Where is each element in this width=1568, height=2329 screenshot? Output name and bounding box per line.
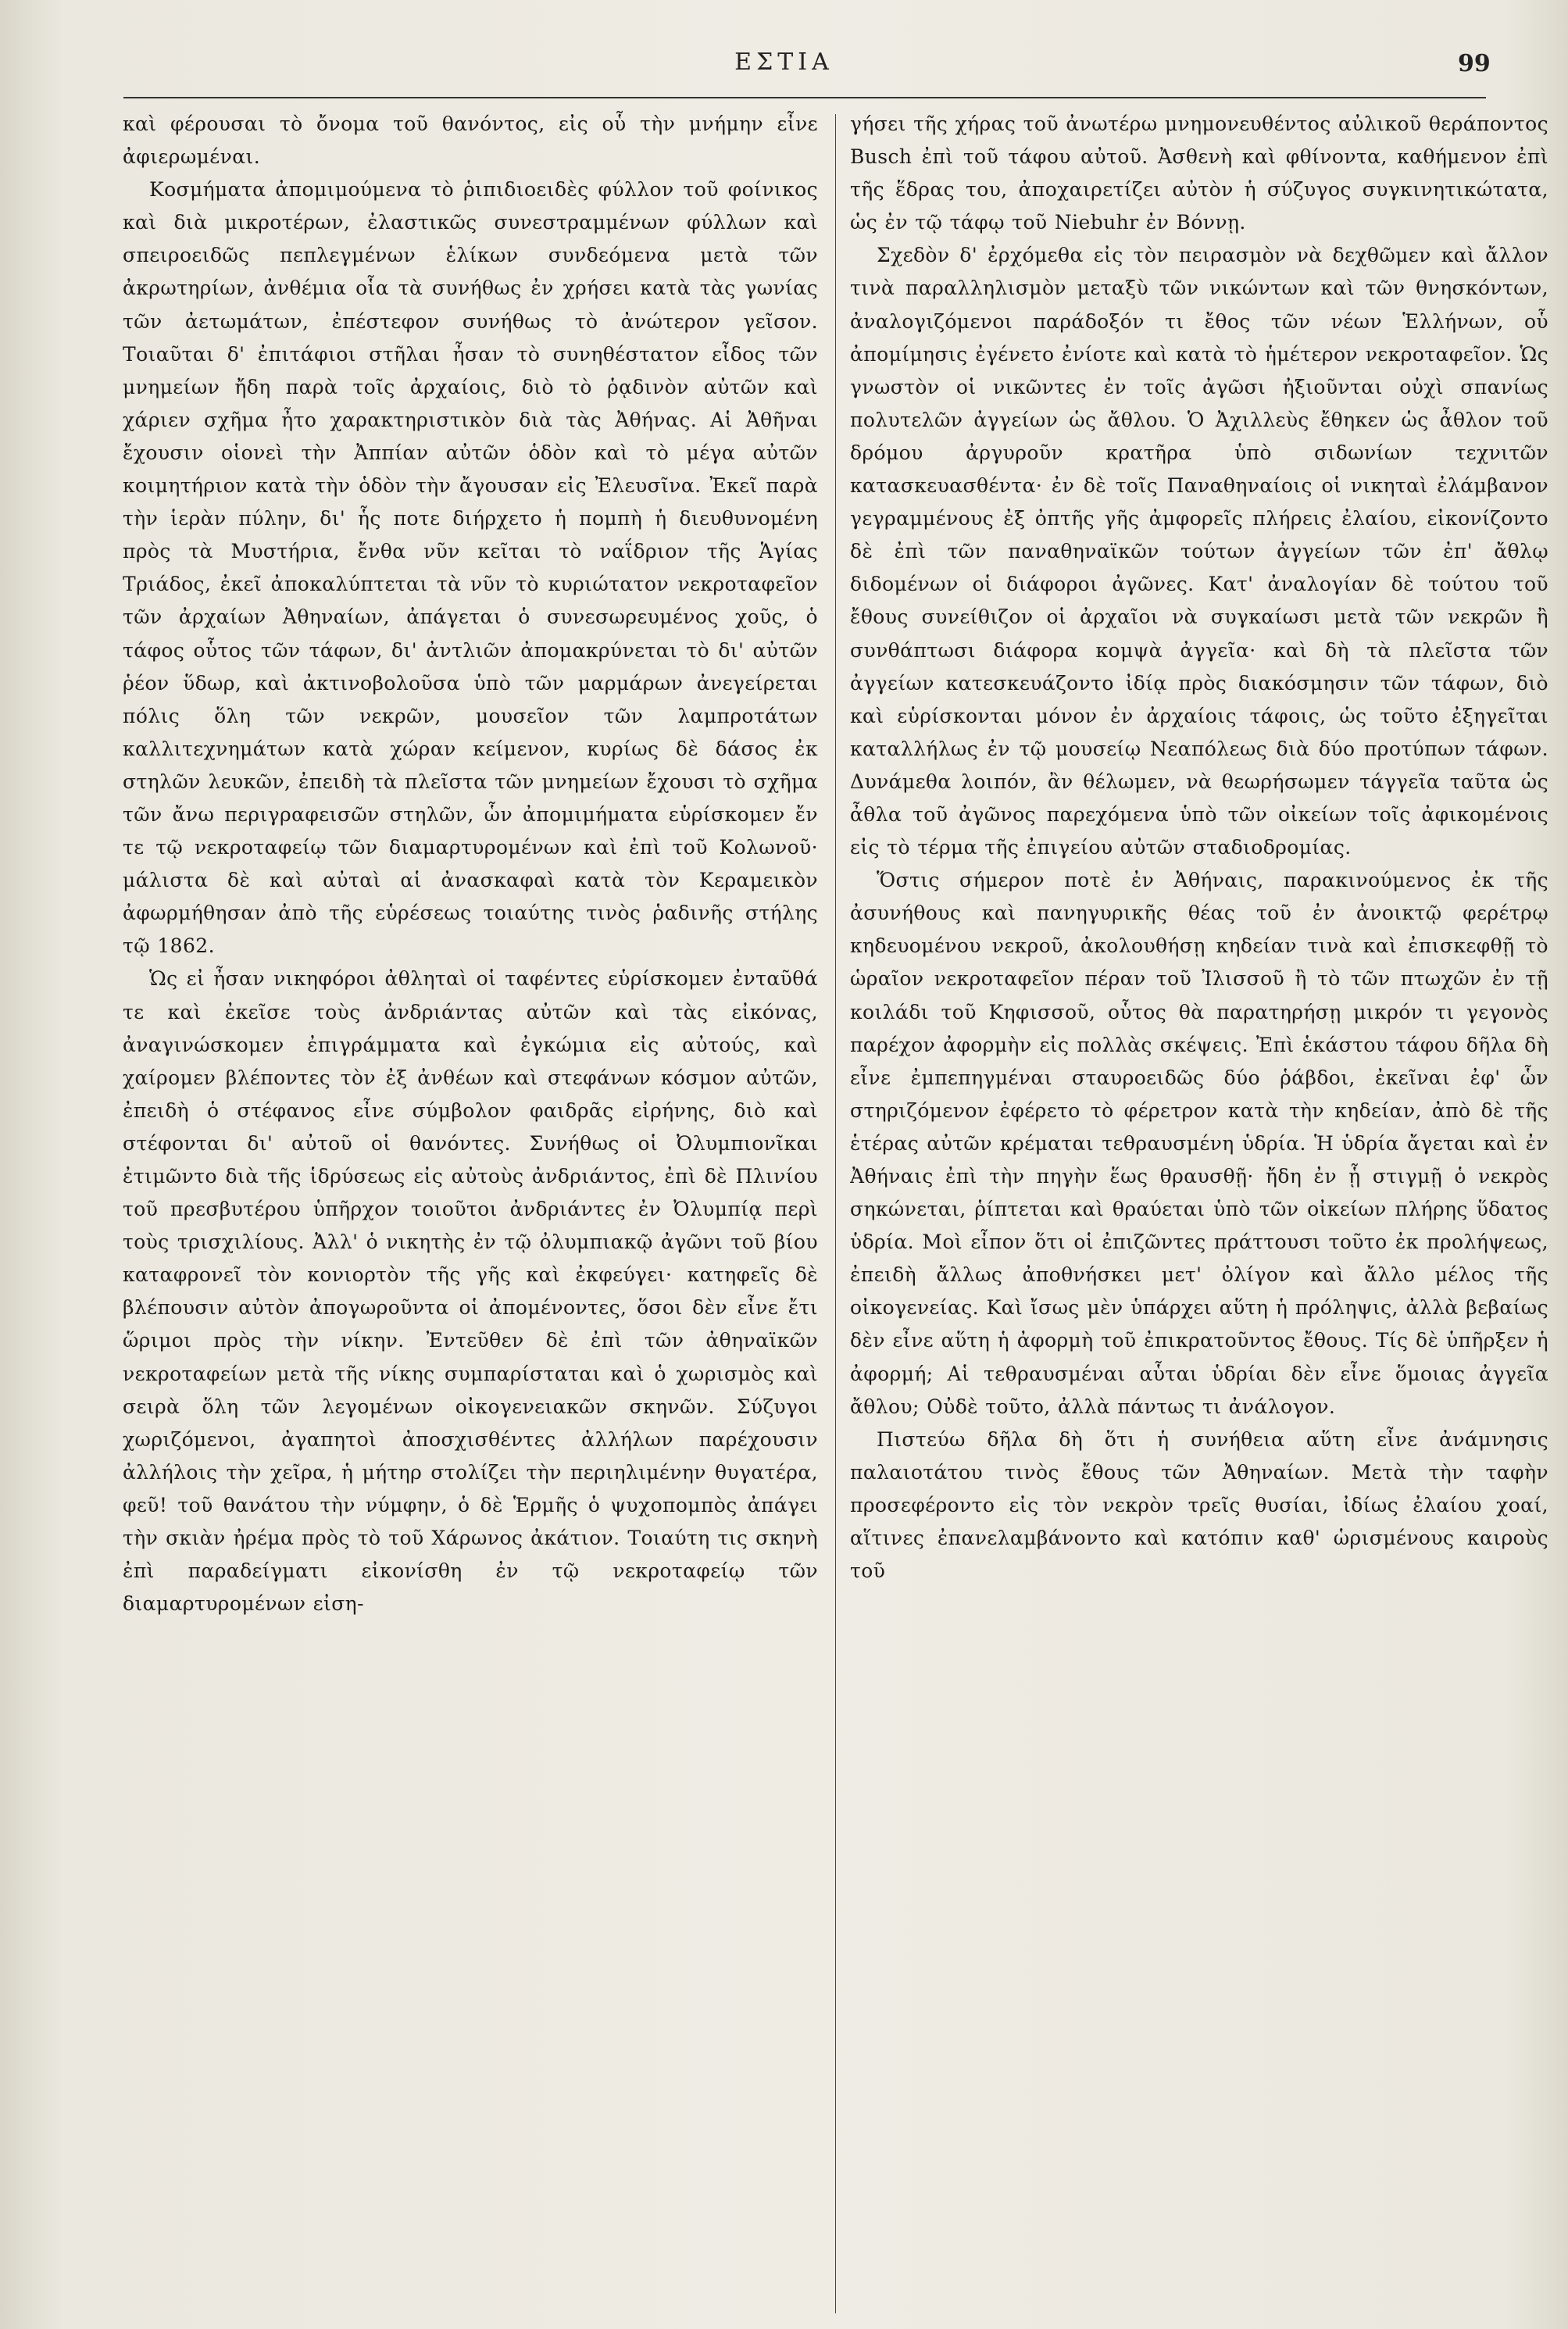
column-divider: [835, 114, 836, 2313]
header-rule: [123, 97, 1486, 98]
right-paragraph-3: Ὅστις σήμερον ποτὲ ἐν Ἀθήναις, παρακινούμενος ἐκ τῆς ἀσυνήθους καὶ πανηγυρικῆς θέας τοῦ ἐν ἀνοικτῷ φερέτρῳ κηδευομένου νεκροῦ, ἀκολουθήσῃ κηδείαν τινὰ καὶ ἐπισκεφθῇ τὸ ὡραῖον νεκροταφεῖον πέραν τοῦ Ἰλισσοῦ ἢ τὸ τῶν πτωχῶν ἐν τῇ κοιλάδι τοῦ Κηφισσοῦ, οὗτος θὰ παρατηρήσῃ μικρόν τι γεγονὸς παρέχον ἀφορμὴν εἰς πολλὰς σκέψεις. Ἐπὶ ἑκάστου τάφου δῆλα δὴ εἶνε ἐμπεπηγμέναι σταυροειδῶς δύο ῥάβδοι, ἐκεῖναι ἐφ' ὧν στηριζόμενον ἐφέρετο τὸ φέρετρον κατὰ τὴν κηδείαν, ἀπὸ δὲ τῆς ἑτέρας αὐτῶν κρέμαται τεθραυσμένη ὑδρία. Ἡ ὑδρία ἄγεται καὶ ἐν Ἀθήναις ἐπὶ τὴν πηγὴν ἕως θραυσθῇ· ἤδη ἐν ᾗ στιγμῇ ὁ νεκρὸς σηκώνεται, ῥίπτεται καὶ θραύεται ὑπὸ τῶν οἰκείων πλήρης ὕδατος ὑδρία. Μοὶ εἶπον ὅτι οἱ ἐπιζῶντες πράττουσι τοῦτο ἐκ προλήψεως, ἐπειδὴ ἄλλως ἀποθνήσκει μετ' ὀλίγον καὶ ἄλλο μέλος τῆς οἰκογενείας. Καὶ ἴσως μὲν ὑπάρχει αὕτη ἡ πρόληψις, ἀλλὰ βεβαίως δὲν εἶνε αὕτη ἡ ἀφορμὴ τοῦ ἐπικρατοῦντος ἔθους. Τίς δὲ ὑπῆρξεν ἡ ἀφορμή; Αἱ τεθραυσμέναι αὗται ὑδρίαι δὲν εἶνε ὅμοιας ἀγγεῖα ἄθλου; Οὐδὲ τοῦτο, ἀλλὰ πάντως τι ἀνάλογον.: [850, 869, 1548, 1418]
left-paragraph-1: καὶ φέρουσαι τὸ ὄνομα τοῦ θανόντος, εἰς οὗ τὴν μνήμην εἶνε ἀφιερωμέναι.: [123, 113, 818, 169]
left-column: [123, 108, 818, 2319]
left-paragraph-2: Κοσμήματα ἀπομιμούμενα τὸ ῥιπιδιοειδὲς φύλλον τοῦ φοίνικος καὶ διὰ μικροτέρων, ἐλαστικῶς συνεστραμμένων φύλλων καὶ σπειροειδῶς πεπλεγμένων ἑλίκων συνδεόμενα μετὰ τῶν ἀκρωτηρίων, ἀνθέμια οἷα τὰ συνήθως ἐν χρήσει κατὰ τὰς γωνίας τῶν ἀετωμάτων, ἐπέστεφον συνήθως τὸ ἀνώτερον γεῖσον. Τοιαῦται δ' ἐπιτάφιοι στῆλαι ἦσαν τὸ συνηθέστατον εἶδος τῶν μνημείων ἤδη παρὰ τοῖς ἀρχαίοις, διὸ τὸ ῥᾳδινὸν αὐτῶν καὶ χάριεν σχῆμα ἦτο χαρακτηριστικὸν διὰ τὰς Ἀθήνας. Αἱ Ἀθῆναι ἔχουσιν οἱονεὶ τὴν Ἀππίαν αὐτῶν ὁδὸν καὶ τὸ μέγα αὐτῶν κοιμητήριον κατὰ τὴν ὁδὸν τὴν ἄγουσαν εἰς Ἐλευσῖνα. Ἐκεῖ παρὰ τὴν ἱερὰν πύλην, δι' ἧς ποτε διήρχετο ἡ πομπὴ ἡ διευθυνομένη πρὸς τὰ Μυστήρια, ἔνθα νῦν κεῖται τὸ ναΐδριον τῆς Ἁγίας Τριάδος, ἐκεῖ ἀποκαλύπτεται τὰ νῦν τὸ κυριώτατον νεκροταφεῖον τῶν ἀρχαίων Ἀθηναίων, ἀπάγεται ὁ συνεσωρευμένος χοῦς, ὁ τάφος οὗτος τῶν τάφων, δι' ἀντλιῶν ἀπομακρύνεται τὸ δι' αὐτῶν ῥέον ὕδωρ, καὶ ἀκτινοβολοῦσα ὑπὸ τῶν μαρμάρων ἀνεγείρεται πόλις ὅλη τῶν νεκρῶν, μουσεῖον τῶν λαμπροτάτων καλλιτεχνημάτων κατὰ χώραν κείμενον, κυρίως δὲ δάσος ἐκ στηλῶν λευκῶν, ἐπειδὴ τὰ πλεῖστα τῶν μνημείων ἔχουσι τὸ σχῆμα τῶν ἄνω περιγραφεισῶν στηλῶν, ὧν ἀπομιμήματα εὑρίσκομεν ἔν τε τῷ νεκροταφείῳ τῶν διαμαρτυρομένων καὶ ἐπὶ τοῦ Κολωνοῦ· μάλιστα δὲ καὶ αὐταὶ αἱ ἀνασκαφαὶ κατὰ τὸν Κεραμεικὸν ἀφωρμήθησαν ἀπὸ τῆς εὑρέσεως τοιαύτης τινὸς ῥαδινῆς στήλης τῷ 1862.: [123, 178, 818, 958]
right-paragraph-1: γήσει τῆς χήρας τοῦ ἀνωτέρω μνημονευθέντος αὐλικοῦ θεράποντος Busch ἐπὶ τοῦ τάφου αὐτοῦ. Ἀσθενὴ καὶ φθίνοντα, καθήμενον ἐπὶ τῆς ἕδρας του, ἀποχαιρετίζει αὐτὸν ἡ σύζυγος συγκινητικώτατα, ὡς ἐν τῷ τάφῳ τοῦ Niebuhr ἐν Βόννῃ.: [850, 113, 1548, 234]
right-column: [850, 108, 1548, 2319]
right-paragraph-4: Πιστεύω δῆλα δὴ ὅτι ἡ συνήθεια αὕτη εἶνε ἀνάμνησις παλαιοτάτου τινὸς ἔθους τῶν Ἀθηναίων. Μετὰ τὴν ταφὴν προσεφέροντο εἰς τὸν νεκρὸν τρεῖς θυσίαι, ἰδίως ἐλαίου χοαί, αἵτινες ἐπανελαμβάνοντο καὶ κατόπιν καθ' ὡρισμένους καιροὺς τοῦ: [850, 1427, 1548, 1583]
page-number: 99: [1458, 50, 1491, 77]
left-paragraph-3: Ὡς εἰ ἦσαν νικηφόροι ἀθληταὶ οἱ ταφέντες εὑρίσκομεν ἐνταῦθά τε καὶ ἐκεῖσε τοὺς ἀνδριάντας αὐτῶν καὶ τὰς εἰκόνας, ἀναγινώσκομεν ἐπιγράμματα καὶ ἐγκώμια εἰς αὐτούς, καὶ χαίρομεν βλέποντες τὸν ἐξ ἀνθέων καὶ στεφάνων κόσμον αὐτῶν, ἐπειδὴ ὁ στέφανος εἶνε σύμβολον φαιδρᾶς εἰρήνης, διὸ καὶ στέφονται δι' αὐτοῦ οἱ θανόντες. Συνήθως οἱ Ὀλυμπιονῖκαι ἐτιμῶντο διὰ τῆς ἱδρύσεως εἰς αὐτοὺς ἀνδριάντος, ἐπὶ δὲ Πλινίου τοῦ πρεσβυτέρου ὑπῆρχον τοιοῦτοι ἀνδριάντες ἐν Ὀλυμπίᾳ περὶ τοὺς τρισχιλίους. Ἀλλ' ὁ νικητὴς ἐν τῷ ὀλυμπιακῷ ἀγῶνι τοῦ βίου καταφρονεῖ τὸν κονιορτὸν τῆς γῆς καὶ ἐκφεύγει· κατηφεῖς δὲ βλέπουσιν αὐτὸν ἀπογωροῦντα οἱ ἀπομένοντες, ὅσοι δὲν εἶνε ἔτι ὥριμοι πρὸς τὴν νίκην. Ἐντεῦθεν δὲ ἐπὶ τῶν ἀθηναϊκῶν νεκροταφείων μετὰ τῆς νίκης συμπαρίσταται καὶ ὁ χωρισμὸς καὶ σειρὰ ὅλη τῶν λεγομένων οἰκογενειακῶν σκηνῶν. Σύζυγοι χωριζόμενοι, ἀγαπητοὶ ἀποσχισθέντες ἀλλήλων παρέχουσιν ἀλλήλοις τὴν χεῖρα, ἡ μήτηρ στολίζει τὴν περιηλιμένην θυγατέρα, φεῦ! τοῦ θανάτου τὴν νύμφην, ὁ δὲ Ἑρμῆς ὁ ψυχοπομπὸς ἀπάγει τὴν σκιὰν ἠρέμα πρὸς τὸ τοῦ Χάρωνος ἀκάτιον. Τοιαύτη τις σκηνὴ ἐπὶ παραδείγματι εἰκονίσθη ἐν τῷ νεκροταφείῳ τῶν διαμαρτυρομένων εἰση-: [123, 967, 818, 1616]
right-paragraph-2: Σχεδὸν δ' ἐρχόμεθα εἰς τὸν πειρασμὸν νὰ δεχθῶμεν καὶ ἄλλον τινὰ παραλληλισμὸν μεταξὺ τῶν νικώντων καὶ τῶν θνησκόντων, ἀναλογιζόμενοι παράδοξόν τι ἔθος τῶν νέων Ἑλλήνων, οὗ ἀπομίμησις ἐγένετο ἐνίοτε καὶ κατὰ τὸ ἡμέτερον νεκροταφεῖον. Ὡς γνωστὸν οἱ νικῶντες ἐν τοῖς ἀγῶσι ἠξιοῦνται οὐχὶ σπανίως πολυτελῶν ἀγγείων ὡς ἄθλου. Ὁ Ἀχιλλεὺς ἔθηκεν ὡς ἆθλον τοῦ δρόμου ἀργυροῦν κρατῆρα ὑπὸ σιδωνίων τεχνιτῶν κατασκευασθέντα· ἐν δὲ τοῖς Παναθηναίοις οἱ νικηταὶ ἐλάμβανον γεγραμμένους ἐξ ὀπτῆς γῆς ἀμφορεῖς πλήρεις ἐλαίου, εἰκονίζοντο δὲ ἐπὶ τῶν παναθηναϊκῶν τούτων ἀγγείων τῶν ἐπ' ἄθλῳ διδομένων οἱ διάφοροι ἀγῶνες. Κατ' ἀναλογίαν δὲ τούτου τοῦ ἔθους συνείθιζον οἱ ἀρχαῖοι νὰ συγκαίωσι μετὰ τῶν νεκρῶν ἢ συνθάπτωσι διάφορα κομψὰ ἀγγεῖα· καὶ δὴ τὰ πλεῖστα τῶν ἀγγείων κατεσκευάζοντο ἰδίᾳ πρὸς διακόσμησιν τῶν τάφων, διὸ καὶ εὑρίσκονται μόνον ἐν ἀρχαίοις τάφοις, ὡς τοῦτο ἐξηγεῖται καταλλήλως ἐν τῷ μουσείῳ Νεαπόλεως διὰ δύο προτύπων τάφων. Δυνάμεθα λοιπόν, ἂν θέλωμεν, νὰ θεωρήσωμεν τάγγεῖα ταῦτα ὡς ἆθλα τοῦ ἀγῶνος παρεχόμενα ὑπὸ τῶν οἰκείων τοῖς ἀφικομένοις εἰς τὸ τέρμα τῆς ἐπιγείου αὐτῶν σταδιοδρομίας.: [850, 244, 1548, 859]
running-title: ΕΣΤΙΑ: [734, 48, 834, 76]
